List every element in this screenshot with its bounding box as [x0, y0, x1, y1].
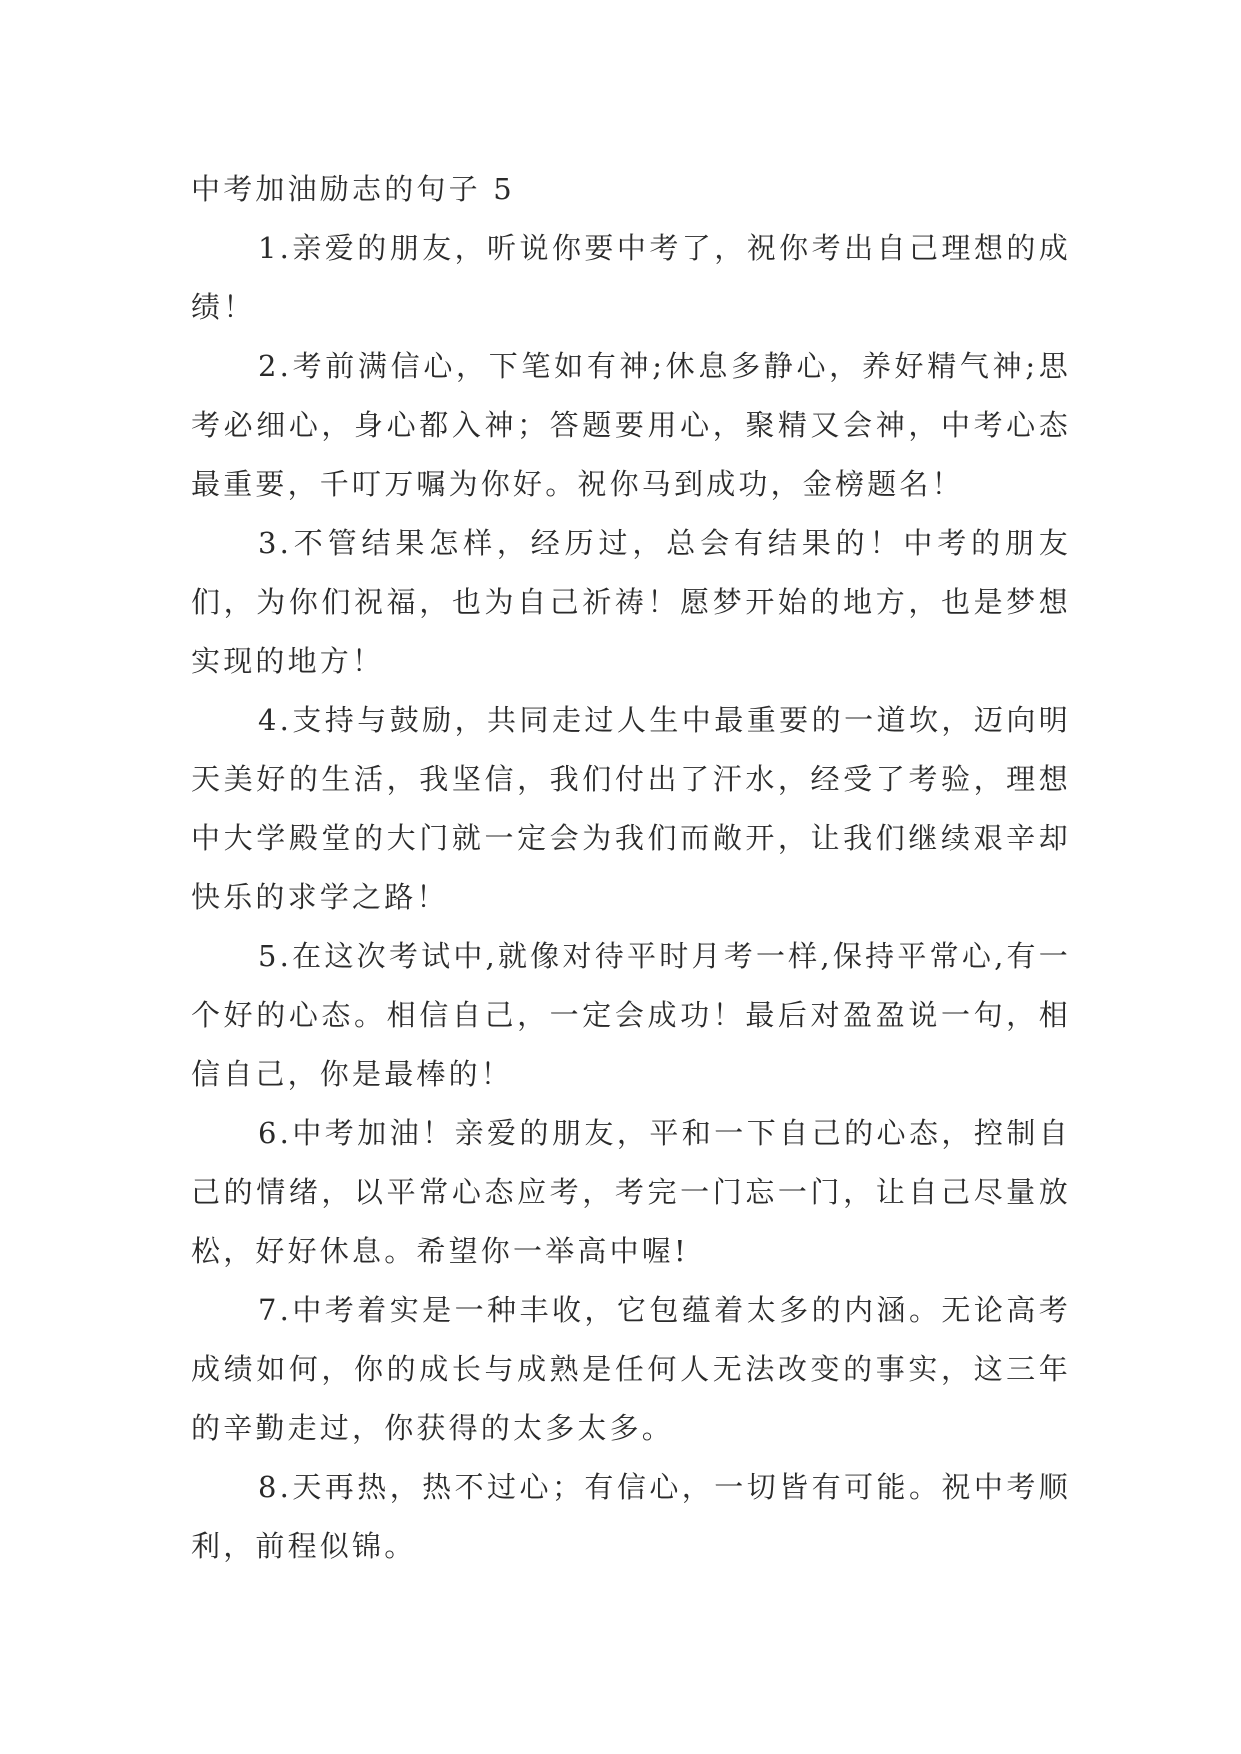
list-item-7: 7.中考着实是一种丰收，它包蕴着太多的内涵。无论高考成绩如何，你的成长与成熟是任何人无法改变的事实，这三年的辛勤走过，你获得的太多太多。: [191, 1293, 1071, 1445]
list-item-6: 6.中考加油！亲爱的朋友，平和一下自己的心态，控制自己的情绪，以平常心态应考，考完一门忘一门，让自己尽量放松，好好休息。希望你一举高中喔!: [191, 1116, 1071, 1268]
list-item-5: 5.在这次考试中,就像对待平时月考一样,保持平常心,有一个好的心态。相信自己，一定会成功！最后对盈盈说一句，相信自己，你是最棒的！: [191, 939, 1071, 1091]
list-item-1: 1.亲爱的朋友，听说你要中考了，祝你考出自己理想的成绩！: [191, 231, 1071, 324]
document-title: 中考加油励志的句子 5: [191, 172, 515, 206]
document-body: [191, 160, 1071, 1576]
list-item-4: 4.支持与鼓励，共同走过人生中最重要的一道坎，迈向明天美好的生活，我坚信，我们付出了汗水，经受了考验，理想中大学殿堂的大门就一定会为我们而敞开，让我们继续艰辛却快乐的求学之路！: [191, 703, 1071, 914]
list-item-3: 3.不管结果怎样，经历过，总会有结果的！中考的朋友们，为你们祝福，也为自己祈祷！愿梦开始的地方，也是梦想实现的地方！: [191, 526, 1071, 678]
list-item-2: 2.考前满信心，下笔如有神;休息多静心，养好精气神;思考必细心，身心都入神；答题要用心，聚精又会神，中考心态最重要，千叮万嘱为你好。祝你马到成功，金榜题名！: [191, 349, 1071, 501]
list-item-8: 8.天再热，热不过心；有信心，一切皆有可能。祝中考顺利，前程似锦。: [191, 1470, 1071, 1563]
